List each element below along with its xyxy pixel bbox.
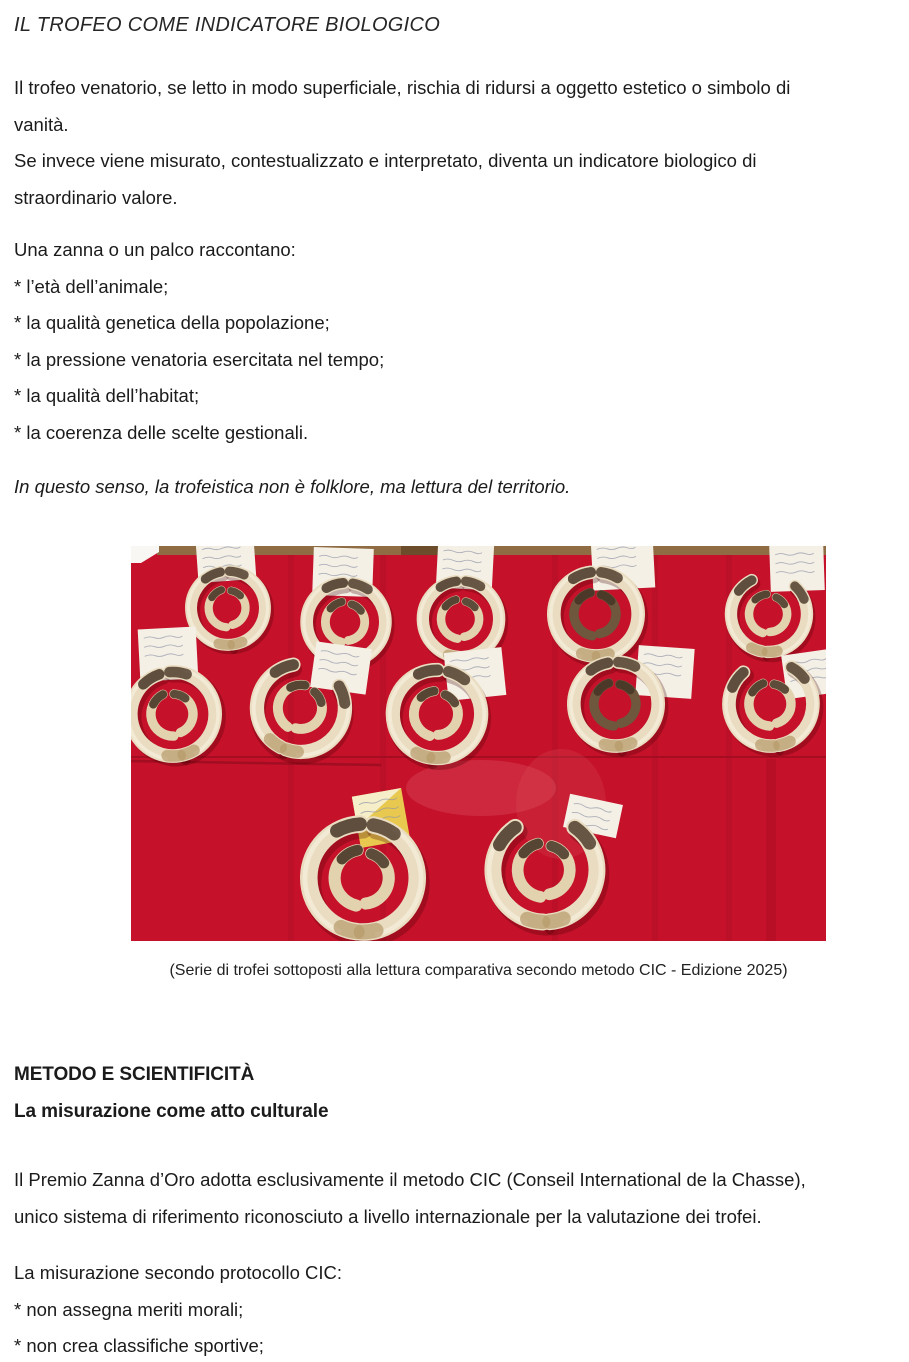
- trophy-photo: [131, 546, 826, 941]
- list-intro: La misurazione secondo protocollo CIC:: [14, 1262, 343, 1283]
- paragraph-line: Il trofeo venatorio, se letto in modo superficiale, rischia di ridursi a oggetto estetico o simbolo di: [14, 77, 791, 98]
- list-item: * non crea classifiche sportive;: [14, 1335, 264, 1356]
- paragraph-line: vanità.: [14, 113, 69, 135]
- page-title: IL TROFEO COME INDICATORE BIOLOGICO: [14, 14, 441, 36]
- section-heading: METODO E SCIENTIFICITÀ: [14, 1064, 255, 1085]
- paragraph-line: unico sistema di riferimento riconosciuto a livello internazionale per la valutazione dei trofei.: [14, 1205, 762, 1227]
- photo-caption: (Serie di trofei sottoposti alla lettura comparativa secondo metodo CIC - Edizione 2025): [169, 962, 788, 979]
- paragraph-line: Se invece viene misurato, contestualizzato e interpretato, diventa un indicatore biologico di: [14, 150, 757, 171]
- list-item: * la qualità genetica della popolazione;: [14, 312, 330, 333]
- list-item: * la pressione venatoria esercitata nel tempo;: [14, 348, 385, 370]
- cic-measurement-list: [14, 1255, 342, 1362]
- section-subheading: La misurazione come atto culturale: [14, 1101, 329, 1122]
- paragraph-line: straordinario valore.: [14, 186, 178, 208]
- list-item: * la coerenza delle scelte gestionali.: [14, 421, 309, 443]
- method-paragraph: [14, 1162, 806, 1235]
- list-intro: Una zanna o un palco raccontano:: [14, 239, 296, 260]
- list-item: * l’età dell’animale;: [14, 275, 169, 297]
- italic-note: In questo senso, la trofeistica non è folklore, ma lettura del territorio.: [14, 476, 571, 497]
- tusk-tells-list: [14, 232, 384, 451]
- list-item: * non assegna meriti morali;: [14, 1298, 244, 1320]
- paragraph-line: Il Premio Zanna d’Oro adotta esclusivamente il metodo CIC (Conseil International de la Chasse),: [14, 1169, 806, 1190]
- intro-paragraphs: [14, 70, 790, 216]
- list-item: * la qualità dell’habitat;: [14, 385, 200, 406]
